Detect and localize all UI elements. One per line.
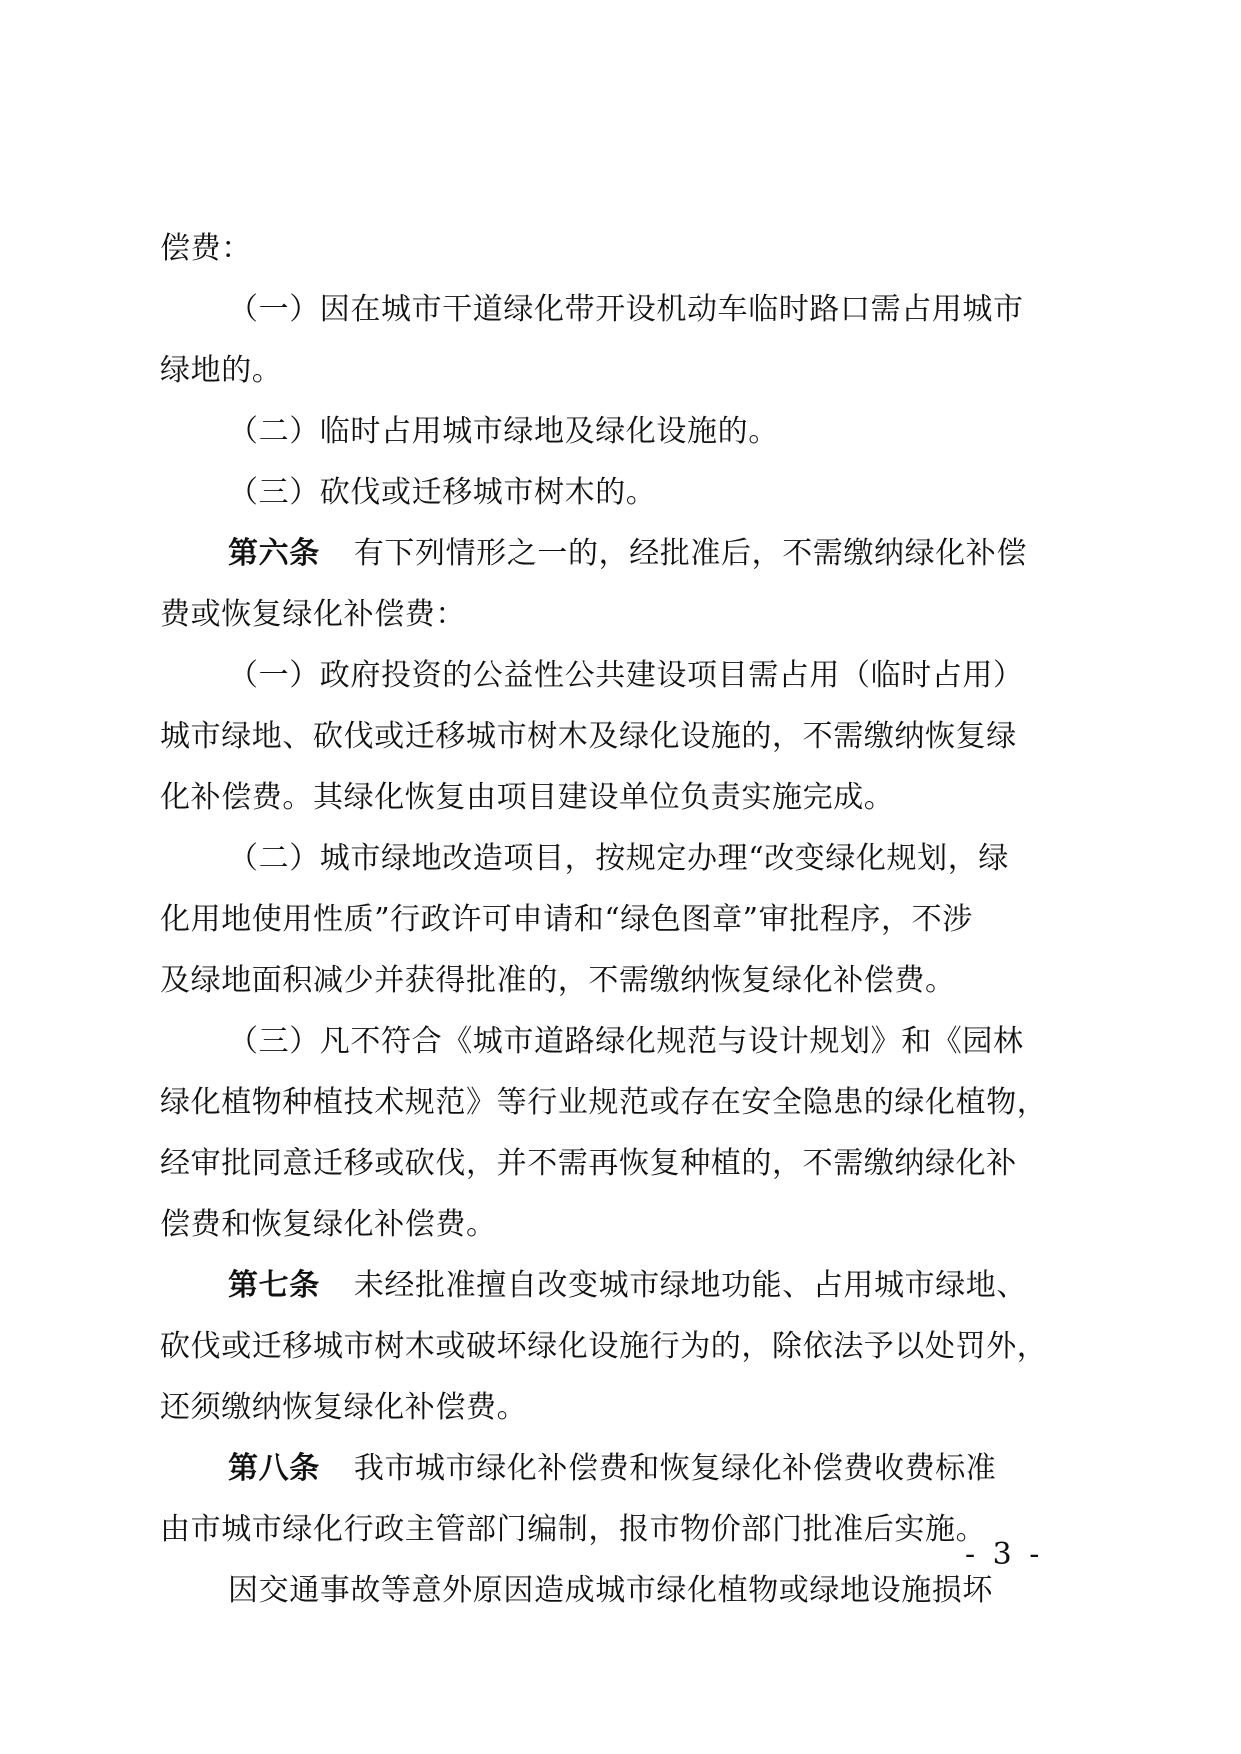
text-line: 化补偿费。其绿化恢复由项目建设单位负责实施完成。 — [160, 780, 895, 815]
text-line: 绿地的。 — [160, 353, 283, 388]
text-line: 城市绿地、砍伐或迁移城市树木及绿化设施的，不需缴纳恢复绿 — [160, 719, 1017, 754]
text-line: （二）临时占用城市绿地及绿化设施的。 — [228, 414, 779, 449]
text-line: （二）城市绿地改造项目，按规定办理“改变绿化规划，绿 — [228, 841, 1009, 876]
article-6-heading: 第六条 — [228, 536, 320, 571]
text-line: 经审批同意迁移或砍伐，并不需再恢复种植的，不需缴纳绿化补 — [160, 1146, 1017, 1181]
text-line: （一）政府投资的公益性公共建设项目需占用（临时占用） — [228, 658, 1024, 693]
text-line: 偿费： — [160, 231, 252, 266]
text-line: 有下列情形之一的，经批准后，不需缴纳绿化补偿 — [353, 536, 1028, 571]
article-8-heading: 第八条 — [228, 1451, 320, 1486]
text-line: 因交通事故等意外原因造成城市绿化植物或绿地设施损坏 — [228, 1573, 993, 1608]
text-line: 及绿地面积减少并获得批准的，不需缴纳恢复绿化补偿费。 — [160, 963, 956, 998]
text-line: 化用地使用性质”行政许可申请和“绿色图章”审批程序，不涉 — [160, 902, 973, 937]
page-number: - 3 - — [965, 1537, 1044, 1572]
text-line: 还须缴纳恢复绿化补偿费。 — [160, 1390, 528, 1425]
text-line: （一）因在城市干道绿化带开设机动车临时路口需占用城市 — [228, 292, 1024, 327]
text-line: 未经批准擅自改变城市绿地功能、占用城市绿地、 — [353, 1268, 1028, 1303]
text-line: 由市城市绿化行政主管部门编制，报市物价部门批准后实施。 — [160, 1512, 987, 1547]
article-6-paragraph — [160, 523, 1090, 584]
article-7-heading: 第七条 — [228, 1268, 320, 1303]
article-7-paragraph — [160, 1255, 1090, 1316]
text-line: （三）凡不符合《城市道路绿化规范与设计规划》和《园林 — [228, 1024, 1024, 1059]
text-line: （三）砍伐或迁移城市树木的。 — [228, 475, 657, 510]
article-8-paragraph — [160, 1438, 1090, 1499]
text-line: 费或恢复绿化补偿费： — [160, 597, 466, 632]
text-line: 偿费和恢复绿化补偿费。 — [160, 1207, 497, 1242]
text-line: 砍伐或迁移城市树木或破坏绿化设施行为的，除依法予以处罚外， — [160, 1329, 1048, 1364]
text-line: 我市城市绿化补偿费和恢复绿化补偿费收费标准 — [353, 1451, 997, 1486]
document-body — [160, 218, 1090, 1621]
text-line: 绿化植物种植技术规范》等行业规范或存在安全隐患的绿化植物， — [160, 1085, 1048, 1120]
